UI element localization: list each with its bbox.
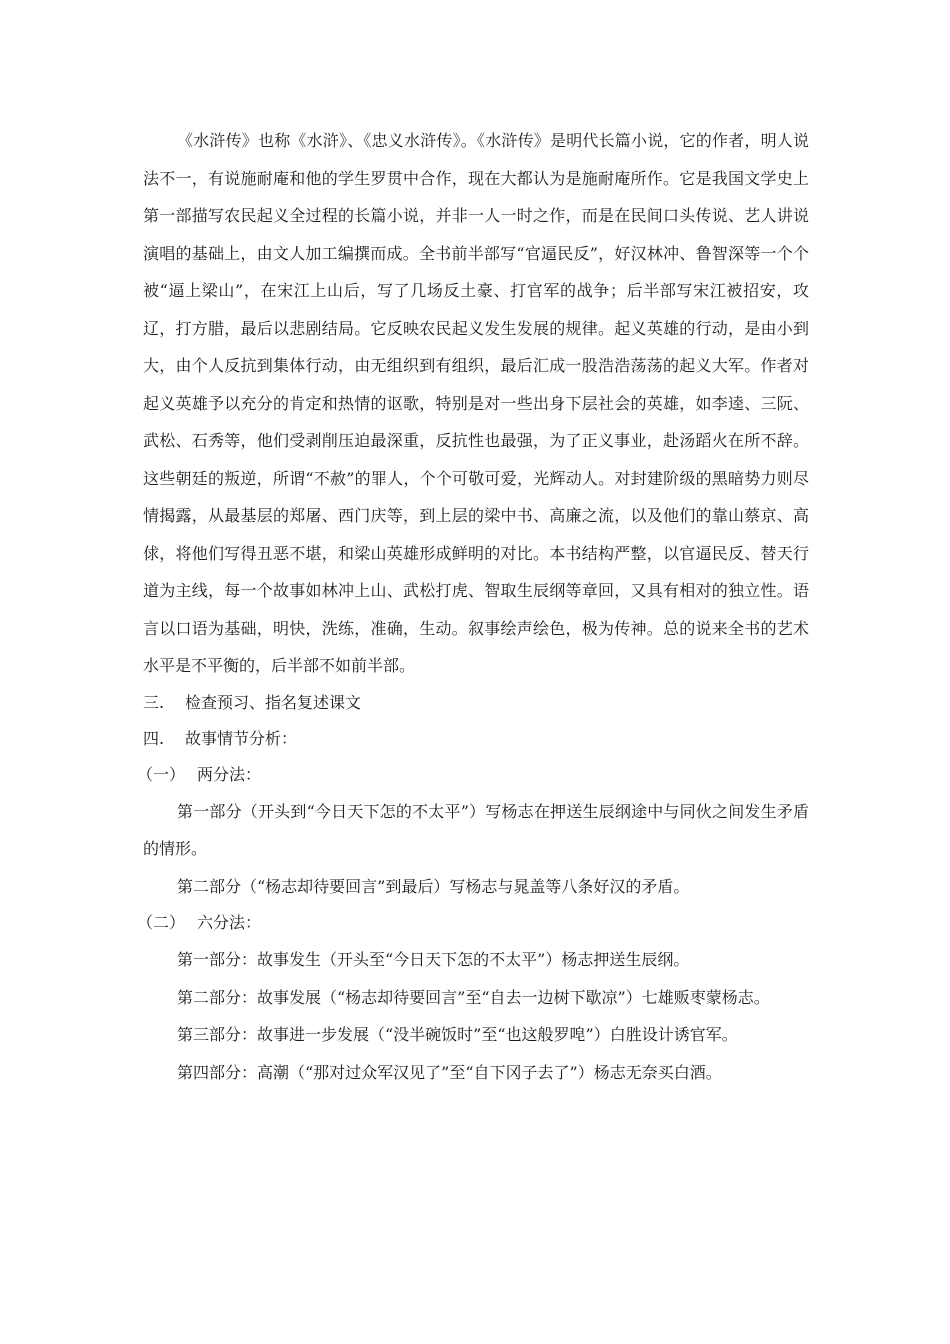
subsection-two-heading	[137, 905, 809, 941]
section-four-heading	[143, 721, 809, 757]
two-part-item-2: 第二部分（“杨志却待要回言”到最后）写杨志与晁盖等八条好汉的矛盾。	[177, 876, 690, 896]
section-three-number: 三.	[143, 692, 165, 712]
six-part-item-1: 第一部分：故事发生（开头至“今日天下怎的不太平”）杨志押送生辰纲。	[177, 950, 690, 969]
section-three-heading	[143, 685, 809, 721]
six-part-item-3: 第三部分：故事进一步发展（“没半碗饭时”至“也这般罗唣”）白胜设计诱官军。	[177, 1025, 738, 1044]
six-part-item-2: 第二部分：故事发展（“杨志却待要回言”至“自去一边树下歇凉”）七雄贩枣蒙杨志。	[177, 987, 770, 1007]
subsection-two-number: （二）	[137, 913, 186, 932]
section-three-title: 检查预习、指名复述课文	[185, 692, 362, 712]
subsection-one-title: 两分法：	[197, 764, 262, 784]
intro-paragraph: 《水浒传》也称《水浒》、《忠义水浒传》。《水浒传》是明代长篇小说，它的作者，明人说法不一，有说施耐庵和他的学生罗贯中合作，现在大都认为是施耐庵所作。它是我国文学史上第一部描写农民起义全过程的长篇小说，并非一人一时之作，而是在民间口头传说、艺人讲说演唱的基础上，由文人加工编撰而成。全书前半部写“官逼民反”，好汉林冲、鲁智深等一个个被“逼上梁山”，在宋江上山后，写了几场反土豪、打官军的战争；后半部写宋江被招安，攻辽，打方腊，最后以悲剧结局。它反映农民起义发生发展的规律。起义英雄的行动，是由小到大，由个人反抗到集体行动，由无组织到有组织，最后汇成一股浩浩荡荡的起义大军。作者对起义英雄予以充分的肯定和热情的讴歌，特别是对一些出身下层社会的英雄，如李逵、三阮、武松、石秀等，他们受剥削压迫最深重，反抗性也最强，为了正义事业，赴汤蹈火在所不辞。这些朝廷的叛逆，所谓“不赦”的罪人，个个可敬可爱，光辉动人。对封建阶级的黑暗势力则尽情揭露，从最基层的郑屠、西门庆等，到上层的梁中书、高廉之流，以及他们的靠山蔡京、高俅，将他们写得丑恶不堪，和梁山英雄形成鲜明的对比。本书结构严整，以官逼民反、替天行道为主线，每一个故事如林冲上山、武松打虎、智取生辰纲等章回，又具有相对的独立性。语言以口语为基础，明快，洗练，准确，生动。叙事绘声绘色，极为传神。总的说来全书的艺术水平是不平衡的，后半部不如前半部。	[143, 131, 809, 675]
section-four-title: 故事情节分析：	[185, 728, 298, 748]
document-page	[137, 122, 809, 1091]
section-four-number: 四.	[143, 728, 165, 748]
subsection-two-title: 六分法：	[197, 913, 262, 932]
subsection-one-heading	[137, 757, 809, 793]
two-part-item-1: 第一部分（开头到“今日天下怎的不太平”）写杨志在押送生辰纲途中与同伙之间发生矛盾的情形。	[143, 801, 809, 858]
subsection-one-number: （一）	[137, 764, 186, 784]
six-part-item-4: 第四部分：高潮（“那对过众军汉见了”至“自下冈子去了”）杨志无奈买白酒。	[177, 1062, 722, 1082]
